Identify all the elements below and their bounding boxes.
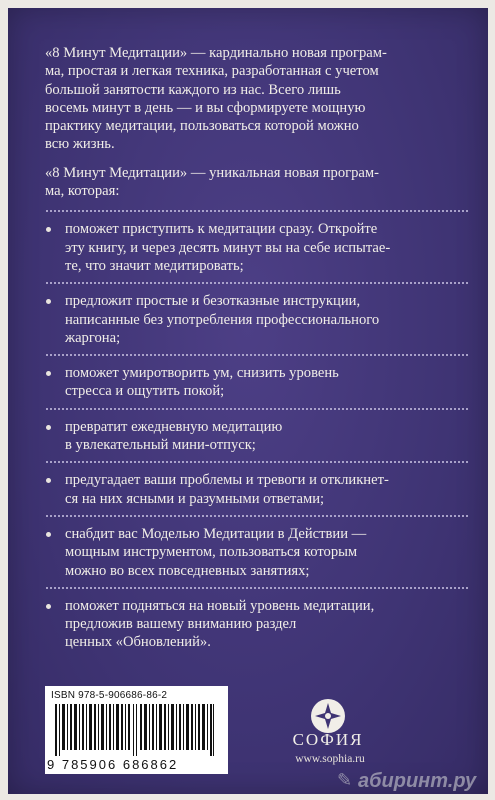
bullet-line: стресса и ощутить покой; — [65, 383, 225, 400]
barcode-icon — [55, 704, 215, 756]
barcode-panel — [45, 686, 228, 774]
dotted-divider — [45, 210, 470, 212]
bullet-line: в увлекательный мини-отпуск; — [65, 437, 256, 454]
bullet-dot-icon — [46, 227, 51, 232]
isbn-label: ISBN 978-5-906686-86-2 — [51, 690, 168, 701]
intro-line: практику медитации, пользоваться которой можно — [45, 118, 359, 135]
intro-line: восемь минут в день — и вы сформируете мощную — [45, 99, 366, 116]
intro-paragraph — [35, 44, 480, 154]
bullet-item — [35, 525, 480, 580]
bullet-dot-icon — [46, 425, 51, 430]
intro-line: большой занятости каждого из нас. Всего лишь — [45, 81, 341, 98]
lead-paragraph — [35, 164, 480, 201]
watermark-text: абиринт.ру — [358, 770, 477, 792]
bullet-line: поможет умиротворить ум, снизить уровень — [65, 365, 339, 382]
bullet-line: превратит ежедневную медитацию — [65, 418, 283, 435]
bullet-item — [35, 220, 480, 275]
bullet-line: снабдит вас Моделью Медитации в Действии — — [65, 525, 367, 542]
bullet-line: жаргона; — [65, 329, 121, 346]
bullet-dot-icon — [46, 478, 51, 483]
intro-line: всю жизнь. — [45, 136, 115, 153]
bullet-line: те, что значит медитировать; — [65, 257, 244, 274]
bullet-line: эту книгу, и через десять минут вы на себе испытае- — [65, 239, 391, 256]
dotted-divider — [45, 587, 470, 589]
barcode-digits: 9 785906 686862 — [47, 757, 179, 772]
bullet-item — [35, 292, 480, 347]
dotted-divider — [45, 461, 470, 463]
lead-line: «8 Минут Медитации» — уникальная новая програм- — [45, 164, 379, 181]
bullet-dot-icon — [46, 604, 51, 609]
bullet-line: ценных «Обновлений». — [65, 634, 211, 651]
intro-line: ма, простая и легкая техника, разработанная с учетом — [45, 63, 379, 80]
lead-line: ма, которая: — [45, 183, 120, 200]
bullet-line: поможет приступить к медитации сразу. Откройте — [65, 221, 378, 238]
dotted-divider — [45, 515, 470, 517]
dotted-divider — [45, 408, 470, 410]
bullet-line: можно во всех повседневных занятиях; — [65, 562, 310, 579]
bullet-line: мощным инструментом, пользоваться которым — [65, 544, 358, 561]
book-back-cover — [8, 8, 488, 794]
bullet-item — [35, 597, 480, 652]
bullet-dot-icon — [46, 532, 51, 537]
bullet-line: предложит простые и безотказные инструкции, — [65, 293, 361, 310]
bullet-line: написанные без употребления профессионального — [65, 311, 380, 328]
bullet-dot-icon — [46, 371, 51, 376]
bullet-item — [35, 364, 480, 401]
bullet-item — [35, 471, 480, 508]
intro-line: «8 Минут Медитации» — кардинально новая програм- — [45, 45, 387, 61]
publisher-name: СОФИЯ — [292, 730, 364, 749]
dotted-divider — [45, 354, 470, 356]
bullet-dot-icon — [46, 299, 51, 304]
labirint-logo-icon: ✎ — [337, 770, 353, 790]
bullet-line: поможет подняться на новый уровень медитации, — [65, 597, 375, 614]
bullet-line: предложив вашему вниманию раздел — [65, 616, 297, 633]
publisher-website: www.sophia.ru — [295, 753, 365, 765]
bullet-item — [35, 418, 480, 455]
bullet-line: ся на них ясными и разумными ответами; — [65, 490, 325, 507]
cover-text — [35, 44, 480, 652]
dotted-divider — [45, 282, 470, 284]
bullet-line: предугадает ваши проблемы и тревоги и откликнет- — [65, 472, 389, 489]
